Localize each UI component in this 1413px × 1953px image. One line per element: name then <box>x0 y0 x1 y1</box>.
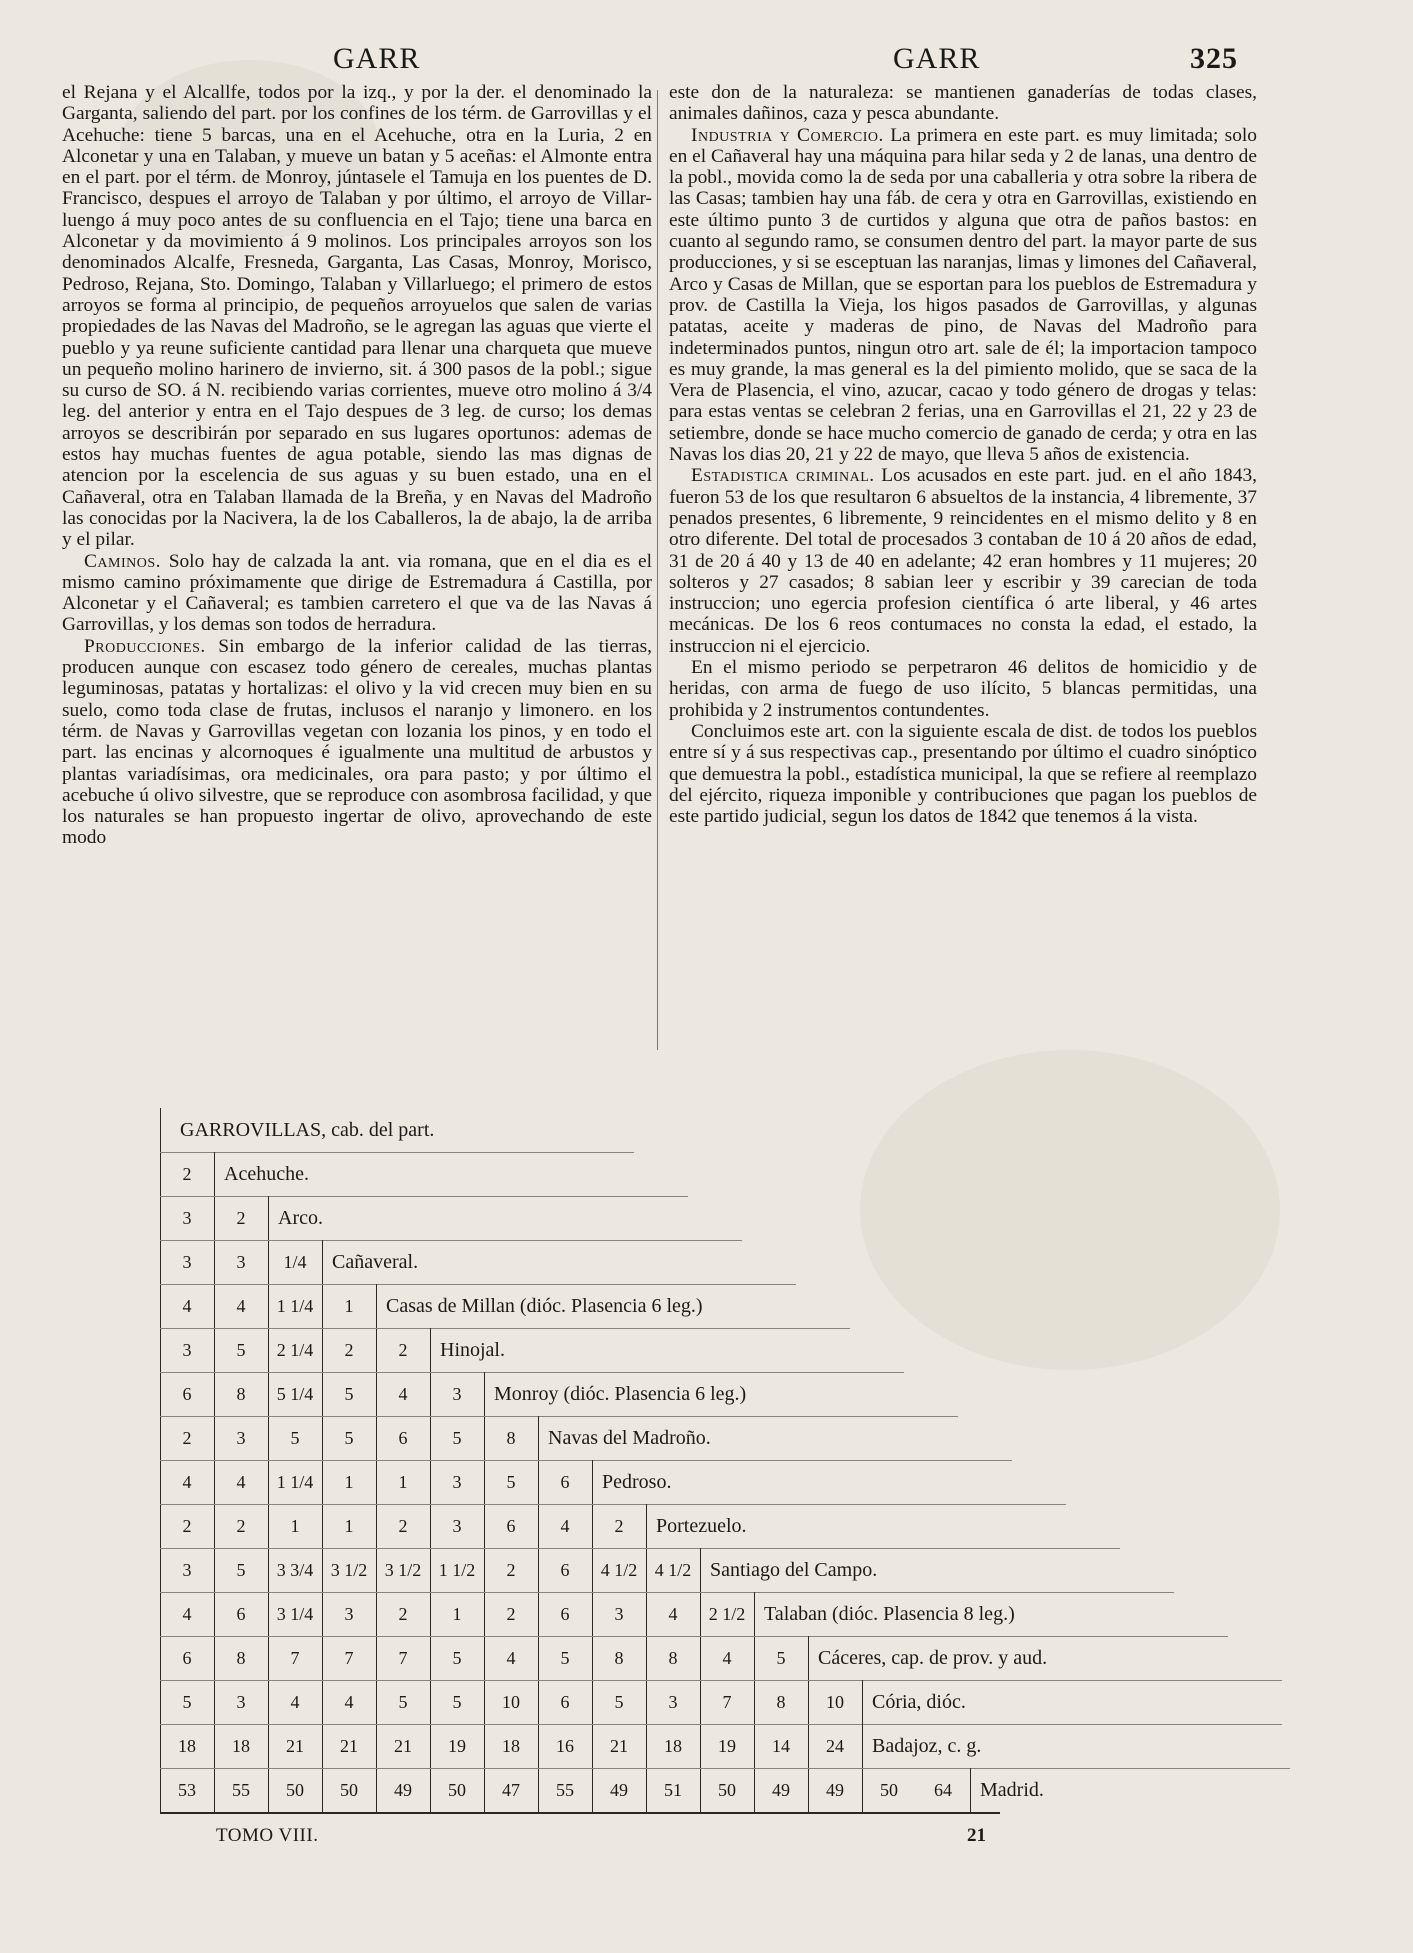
distance-cell: 50 <box>880 1780 898 1800</box>
distance-cell: 3 1/2 <box>330 1560 368 1580</box>
distance-cell: 3 <box>182 1208 192 1228</box>
paragraph <box>669 82 1257 125</box>
distance-cell: 5 <box>398 1692 408 1712</box>
distance-cell: 4 <box>182 1472 192 1492</box>
distance-cell: 6 <box>398 1428 408 1448</box>
town-name: Portezuelo. <box>656 1515 747 1537</box>
distance-cell: 50 <box>718 1780 736 1800</box>
distance-cell: 49 <box>394 1780 412 1800</box>
distance-cell: 18 <box>664 1736 682 1756</box>
distance-cell: 8 <box>236 1384 246 1404</box>
distance-cell: 6 <box>236 1604 246 1624</box>
distance-cell: 8 <box>776 1692 786 1712</box>
distance-cell: 3 1/4 <box>276 1604 314 1624</box>
distance-cell: 1 <box>344 1516 354 1536</box>
distance-cell: 2 <box>398 1516 408 1536</box>
paragraph <box>669 465 1257 657</box>
distance-cell: 4 1/2 <box>654 1560 692 1580</box>
distance-cell: 2 <box>236 1208 246 1228</box>
distance-cell: 3 <box>182 1340 192 1360</box>
distance-cell: 7 <box>722 1692 732 1712</box>
distance-cell: 7 <box>398 1648 408 1668</box>
distance-cell: 5 <box>236 1340 246 1360</box>
town-name: Monroy (dióc. Plasencia 6 leg.) <box>494 1383 747 1405</box>
distance-cell: 4 1/2 <box>600 1560 638 1580</box>
distance-cell: 49 <box>610 1780 628 1800</box>
distance-cell: 3 <box>614 1604 624 1624</box>
distance-cell: 19 <box>718 1736 736 1756</box>
distance-cell: 6 <box>182 1648 192 1668</box>
distance-cell: 21 <box>610 1736 628 1756</box>
distance-cell: 5 1/4 <box>276 1384 314 1404</box>
distance-cell: 4 <box>182 1604 192 1624</box>
paragraph <box>669 657 1257 721</box>
distance-cell: 2 <box>398 1604 408 1624</box>
section-heading: Caminos. <box>84 550 162 572</box>
town-name: Cañaveral. <box>332 1251 419 1273</box>
distance-cell: 2 <box>506 1560 516 1580</box>
distance-cell: 8 <box>506 1428 516 1448</box>
running-head-right: GARR <box>893 42 981 75</box>
distance-cell: 3 <box>182 1560 192 1580</box>
distance-cell: 55 <box>556 1780 574 1800</box>
volume-label: TOMO VIII. <box>216 1825 319 1846</box>
distance-cell: 8 <box>668 1648 678 1668</box>
distance-cell: 4 <box>236 1472 246 1492</box>
distance-cell: 4 <box>722 1648 732 1668</box>
distance-cell: 5 <box>452 1648 462 1668</box>
town-name: Acehuche. <box>224 1163 309 1185</box>
distance-cell: 14 <box>772 1736 790 1756</box>
distance-cell: 6 <box>560 1560 570 1580</box>
distance-cell: 2 1/4 <box>276 1340 314 1360</box>
distance-cell: 18 <box>232 1736 250 1756</box>
distance-cell: 19 <box>448 1736 466 1756</box>
distance-cell: 3 <box>236 1428 246 1448</box>
distance-cell: 6 <box>560 1472 570 1492</box>
distance-cell: 21 <box>286 1736 304 1756</box>
paragraph-text: el Rejana y el Alcallfe, todos por la izq., y por la der. el denominado la Garganta, saliendo del part. por los confines de los térm. de Garrovillas y el Acehuche: tiene 5 barcas, una en el Acehuche, otra en la Luria, 2 en Alconetar y una en Talaban, y mueve un batan y 5 aceñas: el Almonte entra en el part. por el térm. de Monroy, júntasele el Tamuja en los puentes de D. Francisco, despues el arroyo de Talaban y por último, el arroyo de Villar-luengo á muy poco antes de su confluencia en el Tajo; tiene una barca en Alconetar y da movimiento á 9 molinos. Los principales arroyos son los denominados Alcalfe, Fresneda, Garganta, Las Casas, Monroy, Morisco, Pedroso, Rejana, Sto. Domingo, Talaban y Villarluego; el primero de estos arroyos se forma al principio, de pequeños arroyuelos que salen de varias propiedades de las Navas del Madroño, se le agregan las aguas que vierte el pueblo y ya reune suficiente cantidad para llenar una charqueta que mueve un pequeño molino harinero de invierno, sit. á 300 pasos de la pobl.; sigue su curso de SO. á N. recibiendo varias corrientes, mueve otro molino á 3/4 leg. del anterior y entra en el Tajo despues de 3 leg. de curso; los demas arroyos se describirán por separado en sus lugares oportunos: ademas de estos hay muchas fuentes de agua potable, siendo las mas dignas de atencion por la escelencia de sus aguas y su buen estado, una en el Cañaveral, otra en Talaban llamada de la Breña, y en Navas del Madroño las conocidas por la Nacivera, la de los Caballeros, la de abajo, la de arriba y el pilar. <box>62 82 652 551</box>
distance-table <box>160 1108 1300 1808</box>
paragraph <box>62 551 652 636</box>
distance-cell: 21 <box>394 1736 412 1756</box>
distance-cell: 55 <box>232 1780 250 1800</box>
distance-cell: 10 <box>502 1692 520 1712</box>
distance-cell: 2 <box>182 1516 192 1536</box>
distance-cell: 18 <box>178 1736 196 1756</box>
distance-cell: 5 <box>344 1384 354 1404</box>
distance-cell: 2 <box>182 1428 192 1448</box>
distance-cell: 1 <box>452 1604 462 1624</box>
distance-cell: 2 1/2 <box>708 1604 746 1624</box>
distance-cell: 5 <box>182 1692 192 1712</box>
page-number: 325 <box>1190 42 1238 75</box>
distance-cell: 16 <box>556 1736 574 1756</box>
table-bottom-rule <box>160 1812 1000 1814</box>
distance-cell: 5 <box>452 1692 462 1712</box>
distance-cell: 3 <box>344 1604 354 1624</box>
distance-cell: 2 <box>236 1516 246 1536</box>
left-text-column <box>62 82 652 849</box>
distance-cell: 18 <box>502 1736 520 1756</box>
distance-cell: 2 <box>182 1164 192 1184</box>
distance-cell: 1/4 <box>283 1252 307 1272</box>
distance-cell: 49 <box>826 1780 844 1800</box>
paragraph-text: este don de la naturaleza: se mantienen ganaderías de todas clases, animales dañinos, caza y pesca abundante. <box>669 82 1257 125</box>
distance-cell: 50 <box>286 1780 304 1800</box>
town-name: Casas de Millan (dióc. Plasencia 6 leg.) <box>386 1295 703 1317</box>
distance-cell: 3 <box>668 1692 678 1712</box>
paragraph <box>62 82 652 551</box>
distance-cell: 1 <box>344 1472 354 1492</box>
distance-cell: 3 <box>452 1472 462 1492</box>
distance-cell: 5 <box>236 1560 246 1580</box>
distance-cell: 5 <box>506 1472 516 1492</box>
distance-cell: 5 <box>344 1428 354 1448</box>
distance-cell: 7 <box>290 1648 300 1668</box>
paragraph-text: Los acusados en este part. jud. en el año 1843, fueron 53 de los que resultaron 6 absueltos de la instancia, 4 libremente, 37 penados presentes, 6 libremente, 9 reincidentes en el mismo delito y 8 en otro diferente. Del total de procesados 3 contaban de 10 á 20 años de edad, 31 de 20 á 40 y 13 de 40 en adelante; 42 eran hombres y 11 mujeres; 20 solteros y 27 casados; 8 sabian leer y escribir y 39 carecian de toda instruccion; uno egercia profesion científica ó arte liberal, y 46 artes mecánicas. De los 6 reos contumaces no consta la edad, el estado, la instruccion ni el ejercicio. <box>669 465 1257 657</box>
distance-cell: 3 <box>236 1692 246 1712</box>
distance-cell: 21 <box>340 1736 358 1756</box>
town-name: Navas del Madroño. <box>548 1427 711 1449</box>
column-divider <box>657 90 658 1050</box>
distance-cell: 5 <box>560 1648 570 1668</box>
town-name: Hinojal. <box>440 1339 505 1361</box>
distance-cell: 53 <box>178 1780 196 1800</box>
town-name: Santiago del Campo. <box>710 1559 878 1581</box>
distance-cell: 10 <box>826 1692 844 1712</box>
distance-cell: 4 <box>290 1692 300 1712</box>
distance-cell: 2 <box>614 1516 624 1536</box>
town-name: Pedroso. <box>602 1471 672 1493</box>
distance-cell: 6 <box>560 1692 570 1712</box>
distance-cell: 51 <box>664 1780 682 1800</box>
distance-cell: 3 1/2 <box>384 1560 422 1580</box>
distance-cell: 2 <box>344 1340 354 1360</box>
distance-cell: 1 <box>290 1516 300 1536</box>
town-name: Cáceres, cap. de prov. y aud. <box>818 1647 1048 1669</box>
distance-cell: 8 <box>614 1648 624 1668</box>
section-heading: Estadistica criminal. <box>691 465 875 487</box>
paragraph-text: La primera en este part. es muy limitada; solo en el Cañaveral hay una máquina para hilar seda y 2 de lanas, una dentro de la pobl., movida como la de seda por una caballeria y otra sobre la ribera de las Casas; tambien hay una fáb. de cera y otra en Garrovillas, existiendo en este último punto 3 de curtidos y alguna que otra de paños bastos: en cuanto al segundo ramo, se consumen dentro del part. la mayor parte de sus producciones, y si se esceptuan las naranjas, limas y limones del Cañaveral, Arco y Casas de Millan, que se esportan para los pueblos de Estremadura y prov. de Castilla la Vieja, los higos pasados de Garrovillas, y algunas patatas, aceite y maderas de pino, de Navas del Madroño para indeterminados puntos, ningun otro art. sale de él; la importacion tampoco es muy grande, la mas general es la del pimiento molido, que se saca de la Vera de Plasencia, el vino, azucar, cacao y todo género de drogas y telas: para estas ventas se celebran 2 ferias, una en Garrovillas el 21, 22 y 23 de setiembre, donde se hace mucho comercio de ganado de cerda; y otra en las Navas los dias 20, 21 y 22 de mayo, que lleva 5 años de existencia. <box>669 124 1258 466</box>
distance-cell: 49 <box>772 1780 790 1800</box>
distance-cell: 5 <box>290 1428 300 1448</box>
distance-cell: 6 <box>182 1384 192 1404</box>
distance-cell: 1 1/4 <box>276 1296 314 1316</box>
paragraph <box>62 636 652 849</box>
table-step-rule <box>970 1768 971 1812</box>
paragraph-text: Solo hay de calzada la ant. via romana, que en el dia es el mismo camino próximamente que dirige de Estremadura á Castilla, por Alconetar y el Cañaveral; es tambien carretero el que va de las Navas á Garrovillas, y los demas son todos de herradura. <box>62 550 652 636</box>
distance-cell: 8 <box>236 1648 246 1668</box>
town-name: Badajoz, c. g. <box>872 1735 982 1757</box>
paragraph-text: En el mismo periodo se perpetraron 46 delitos de homicidio y de heridas, con arma de fuego de uso ilícito, 5 blancas permitidas, una prohibida y 2 instrumentos contundentes. <box>669 657 1257 721</box>
distance-cell: 3 <box>452 1384 462 1404</box>
section-heading: Industria y Comercio. <box>691 124 884 146</box>
distance-cell: 4 <box>560 1516 570 1536</box>
distance-cell: 4 <box>182 1296 192 1316</box>
distance-cell: 2 <box>506 1604 516 1624</box>
distance-cell: 3 <box>452 1516 462 1536</box>
distance-cell: 2 <box>398 1340 408 1360</box>
distance-cell: 6 <box>560 1604 570 1624</box>
paragraph <box>669 721 1257 827</box>
distance-cell: 3 <box>236 1252 246 1272</box>
town-name: Cória, dióc. <box>872 1691 966 1713</box>
distance-cell: 50 <box>340 1780 358 1800</box>
town-name: Madrid. <box>980 1779 1044 1801</box>
table-head-town: GARROVILLAS, cab. del part. <box>180 1119 435 1141</box>
town-name: Arco. <box>278 1207 323 1229</box>
distance-cell: 1 <box>398 1472 408 1492</box>
distance-cell: 4 <box>668 1604 678 1624</box>
town-name: Talaban (dióc. Plasencia 8 leg.) <box>764 1603 1015 1625</box>
distance-cell: 1 1/2 <box>438 1560 476 1580</box>
distance-cell: 24 <box>826 1736 844 1756</box>
distance-cell: 64 <box>934 1780 952 1800</box>
distance-cell: 1 1/4 <box>276 1472 314 1492</box>
distance-cell: 6 <box>506 1516 516 1536</box>
distance-cell: 47 <box>502 1780 520 1800</box>
distance-cell: 5 <box>776 1648 786 1668</box>
paragraph-text: Sin embargo de la inferior calidad de las tierras, producen aunque con escasez todo género de cereales, muchas plantas leguminosas, patatas y hortalizas: el olivo y la vid crecen muy bien en su suelo, como toda clase de frutas, inclusos el naranjo y limonero. en los térm. de Navas y Garrovillas vegetan con lozania los pinos, y en todo el part. las encinas y alcornoques é igualmente una multitud de arbustos y plantas variadísimas, ora medicinales, ora para pasto; y por último el acebuche ú olivo silvestre, que se reproduce con asombrosa facilidad, y que los naturales se han propuesto ingertar de olivo, aprovechando de este modo <box>62 635 652 849</box>
distance-cell: 3 <box>182 1252 192 1272</box>
distance-cell: 4 <box>344 1692 354 1712</box>
signature-mark: 21 <box>967 1825 986 1846</box>
section-heading: Producciones. <box>84 635 206 657</box>
distance-cell: 4 <box>236 1296 246 1316</box>
distance-cell: 4 <box>398 1384 408 1404</box>
distance-cell: 5 <box>452 1428 462 1448</box>
distance-cell: 50 <box>448 1780 466 1800</box>
paragraph-text: Concluimos este art. con la siguiente escala de dist. de todos los pueblos entre sí y á sus respectivas cap., presentando por último el cuadro sinóptico que demuestra la pobl., estadística municipal, la que se refiere al reemplazo del ejército, riqueza imponible y contribuciones que pagan los pueblos de este partido judicial, segun los datos de 1842 que tenemos á la vista. <box>669 720 1257 828</box>
distance-cell: 1 <box>344 1296 354 1316</box>
paragraph <box>669 125 1257 466</box>
distance-cell: 3 3/4 <box>276 1560 314 1580</box>
distance-cell: 4 <box>506 1648 516 1668</box>
distance-cell: 5 <box>614 1692 624 1712</box>
running-head-left: GARR <box>333 42 421 75</box>
right-text-column <box>669 82 1257 827</box>
distance-cell: 7 <box>344 1648 354 1668</box>
